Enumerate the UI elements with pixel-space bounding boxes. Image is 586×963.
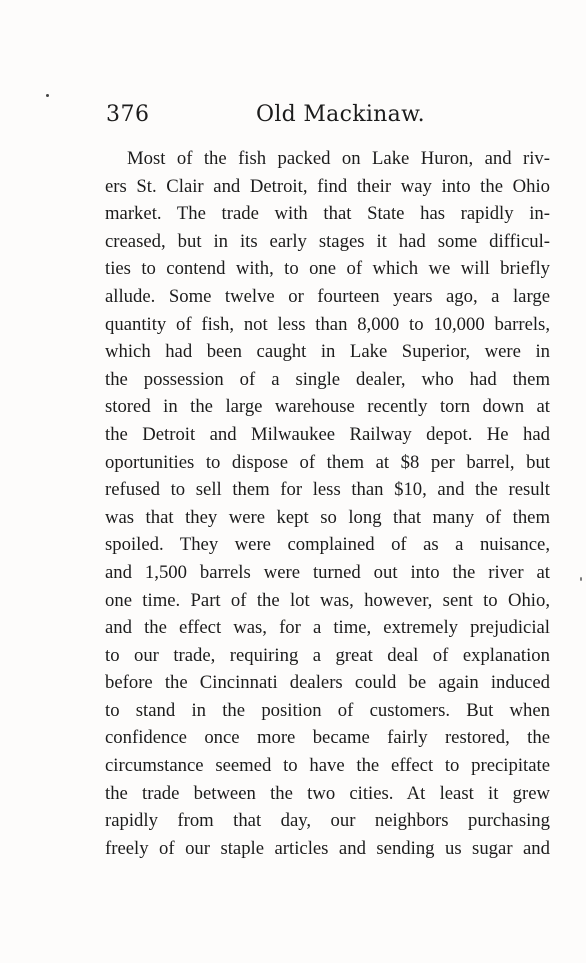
text-line: and 1,500 barrels were turned out into the river at bbox=[105, 561, 550, 583]
text-line: ties to contend with, to one of which we will briefly bbox=[105, 258, 550, 280]
text-line: which had been caught in Lake Superior, were in bbox=[105, 341, 550, 363]
text-line: the possession of a single dealer, who had them bbox=[105, 368, 550, 390]
text-line: refused to sell them for less than $10, and the result bbox=[105, 479, 550, 501]
body-paragraph bbox=[105, 145, 550, 862]
text-line: the Detroit and Milwaukee Railway depot. He had bbox=[105, 423, 550, 445]
text-line: creased, but in its early stages it had some difficul- bbox=[105, 230, 550, 252]
text-line: oportunities to dispose of them at $8 per barrel, but bbox=[105, 451, 550, 473]
text-line: spoiled. They were complained of as a nuisance, bbox=[105, 534, 550, 556]
text-line: freely of our staple articles and sending us sugar and bbox=[105, 837, 550, 859]
text-line: the trade between the two cities. At least it grew bbox=[105, 782, 550, 804]
text-line: ers St. Clair and Detroit, find their way into the Ohio bbox=[105, 175, 550, 197]
text-line: market. The trade with that State has rapidly in- bbox=[105, 203, 550, 225]
text-line: allude. Some twelve or fourteen years ago, a large bbox=[105, 285, 550, 307]
text-line: quantity of fish, not less than 8,000 to 10,000 barrels, bbox=[105, 313, 550, 335]
text-line: circumstance seemed to have the effect to precipitate bbox=[105, 755, 550, 777]
ink-speck bbox=[580, 577, 582, 581]
ink-speck bbox=[46, 94, 49, 97]
text-line: before the Cincinnati dealers could be again induced bbox=[105, 672, 550, 694]
text-line: to our trade, requiring a great deal of explanation bbox=[105, 644, 550, 666]
text-line: Most of the fish packed on Lake Huron, and riv- bbox=[127, 148, 550, 169]
page-header bbox=[106, 102, 550, 132]
text-line: stored in the large warehouse recently torn down at bbox=[105, 396, 550, 418]
text-line: to stand in the position of customers. But when bbox=[105, 699, 550, 721]
text-line: confidence once more became fairly restored, the bbox=[105, 727, 550, 749]
running-head: Old Mackinaw. bbox=[256, 102, 425, 127]
text-line: was that they were kept so long that many of them bbox=[105, 506, 550, 528]
text-line: one time. Part of the lot was, however, sent to Ohio, bbox=[105, 589, 550, 611]
page-number: 376 bbox=[106, 102, 150, 127]
text-line: and the effect was, for a time, extremely prejudicial bbox=[105, 617, 550, 639]
text-line: rapidly from that day, our neighbors purchasing bbox=[105, 810, 550, 832]
